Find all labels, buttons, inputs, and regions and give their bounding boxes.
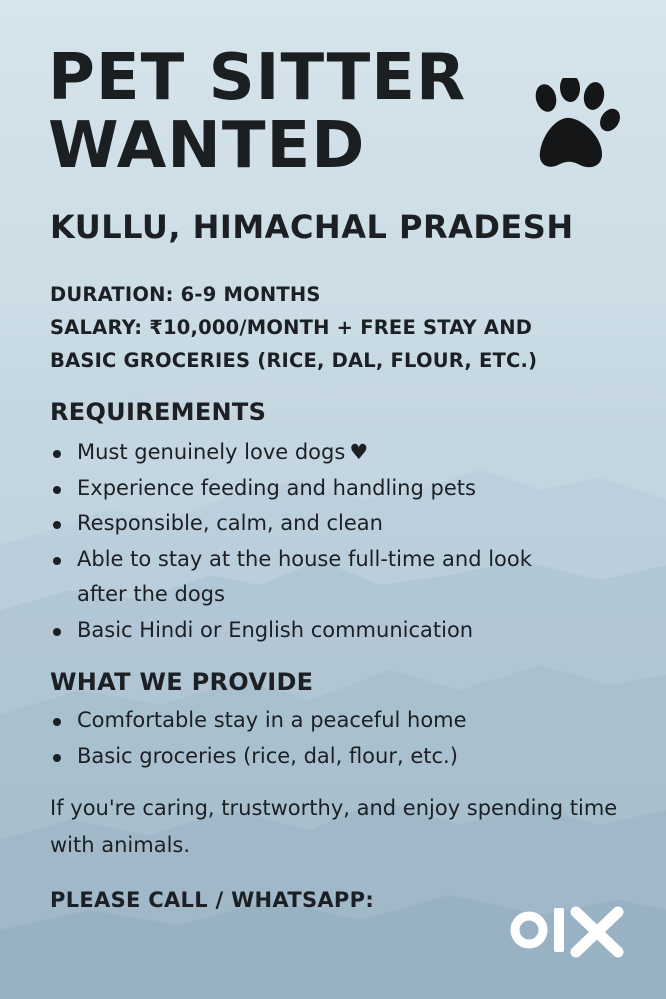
heart-icon: ♥ — [349, 440, 369, 464]
list-item: Basic groceries (rice, dal, flour, etc.) — [50, 739, 610, 775]
contact-cta: PLEASE CALL / WHATSAPP: — [50, 888, 375, 912]
duration-text: DURATION: 6-9 MONTHS — [50, 283, 321, 306]
paw-print-icon — [522, 78, 622, 178]
list-item: Comfortable stay in a peaceful home — [50, 703, 610, 739]
job-details — [50, 278, 650, 377]
list-item: Able to stay at the house full-time and look after the dogs — [50, 542, 537, 613]
requirements-heading: REQUIREMENTS — [50, 398, 267, 426]
requirements-list — [50, 435, 610, 648]
salary-text-line-2: BASIC GROCERIES (RICE, DAL, FLOUR, ETC.) — [50, 349, 538, 372]
provide-heading: WHAT WE PROVIDE — [50, 668, 314, 696]
list-item: Responsible, calm, and clean — [50, 506, 610, 542]
location-heading: KULLU, HIMACHAL PRADESH — [50, 208, 574, 246]
list-item: Experience feeding and handling pets — [50, 471, 610, 507]
list-item: Basic Hindi or English communication — [50, 613, 610, 649]
provide-list — [50, 703, 610, 774]
poster-title — [48, 41, 467, 183]
olx-logo — [510, 900, 630, 960]
title-line-2: WANTED — [48, 109, 366, 183]
salary-text-line-1: SALARY: ₹10,000/MONTH + FREE STAY AND — [50, 316, 533, 339]
list-item: Must genuinely love dogs ♥ — [50, 435, 610, 471]
title-line-1: PET SITTER — [48, 41, 467, 115]
closing-text: If you're caring, trustworthy, and enjoy spending time with animals. — [50, 796, 618, 857]
